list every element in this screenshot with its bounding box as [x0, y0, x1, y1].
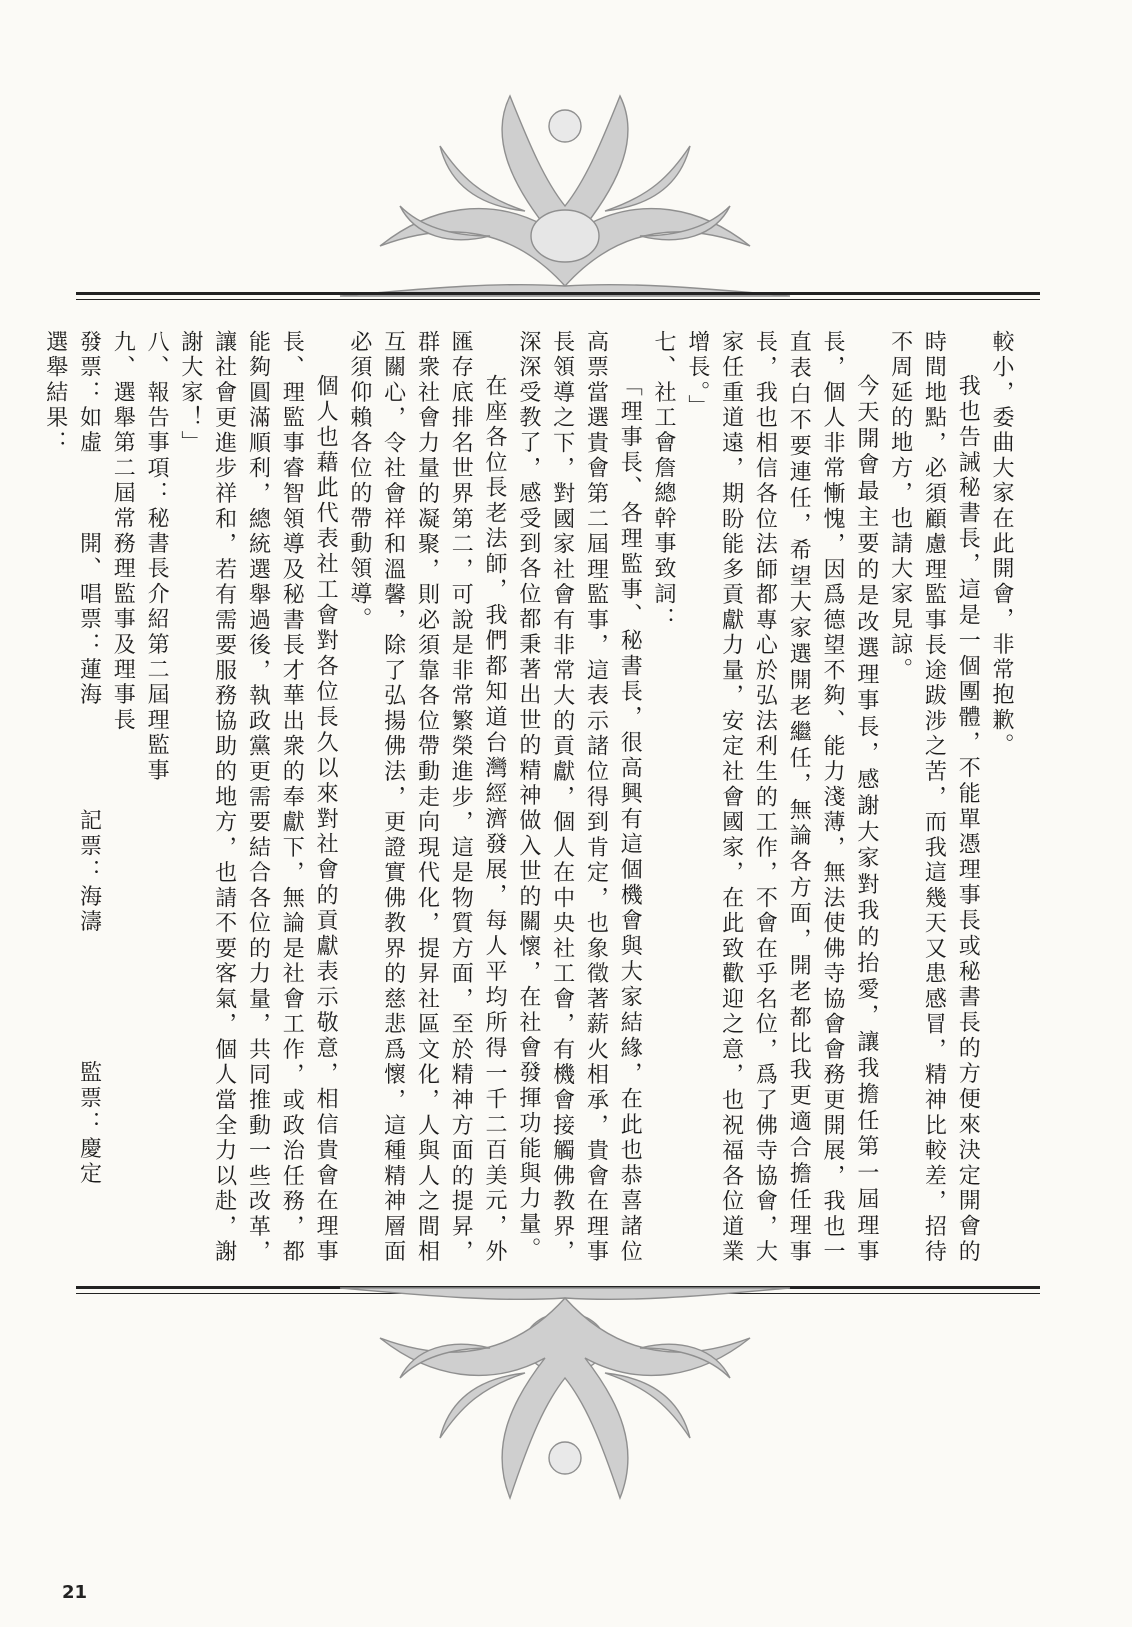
election-results-label: 選舉結果：: [42, 330, 68, 456]
bottom-ornament-icon: [340, 1288, 790, 1508]
paragraph-6: 在座各位長老法師，我們都知道台灣經濟發展，每人平均所得一千二百美元，外匯存底排名世界第二，可說是非常繁榮進步，這是物質方面，至於精神方面的提昇，群衆社會力量的凝聚，則必須靠各位帶動走向現代化，提昇社區文化，人與人之間相互關心，令社會祥和溫馨，除了弘揚佛法，更證實佛教界的慈悲爲懷，這種精神層面必須仰賴各位的帶動領導。: [346, 330, 508, 1265]
section-heading-9: 九、選舉第二屆常務理監事及理事長: [110, 330, 136, 734]
article-body: [42, 330, 1018, 1265]
paragraph-7: 個人也藉此代表社工會對各位長久以來對社會的貢獻表示敬意，相信貴會在理事長、理監事睿智領導及秘書長才華出衆的奉獻下，無論是社會工作，或政治任務，都能夠圓滿順利，總統選舉過後，執政黨更需要結合各位的力量，共同推動一些改革，讓社會更進步祥和，若有需要服務協助的地方，也請不要客氣，個人當全力以赴，謝謝大家！」: [177, 330, 339, 1265]
page-number: 21: [62, 1582, 88, 1603]
section-heading-8: 八、報告事項：秘書長介紹第二屆理監事: [144, 330, 170, 784]
top-divider: [76, 292, 1040, 300]
paragraph-3: 今天開會最主要的是改選理事長，感謝大家對我的抬愛，讓我擔任第一屆理事長，個人非常慚愧，因爲德望不夠、能力淺薄，無法使佛寺協會會務更開展，我也一直表白不要連任，希望大家選開老繼任，無論各方面，開老都比我更適合擔任理事長，我也相信各位法師都專心於弘法利生的工作，不會在乎名位，爲了佛寺協會，大家任重道遠，期盼能多貢獻力量，安定社會國家，在此致歡迎之意，也祝福各位道業增長。」: [684, 330, 879, 1265]
paragraph-2: 我也告誡秘書長，這是一個團體，不能單憑理事長或秘書長的方便來決定開會的時間地點，必須顧慮理監事長途跋涉之苦，而我這幾天又患感冒，精神比較差，招待不周延的地方，也請大家見諒。: [887, 330, 981, 1265]
section-heading-7: 七、社工會詹總幹事致詞：: [651, 330, 677, 633]
paragraph-5: 「理事長、各理監事、秘書長，很高興有這個機會與大家結緣，在此也恭喜諸位高票當選貴會第二屆理監事，這表示諸位得到肯定，也象徵著薪火相承，貴會在理事長領導之下，對國家社會有非常大的貢獻，個人在中央社工會，有機會接觸佛教界，深深受教了，感受到各位都秉著出世的精神做入世的關懷，在社會發揮功能與力量。: [515, 330, 643, 1265]
top-ornament-icon: [340, 86, 790, 296]
ballot-officials: 發票：如虛 開、唱票：蓮海 記票：海濤 監票：慶定: [76, 330, 102, 1187]
paragraph-1: 較小，委曲大家在此開會，非常抱歉。: [989, 330, 1014, 759]
